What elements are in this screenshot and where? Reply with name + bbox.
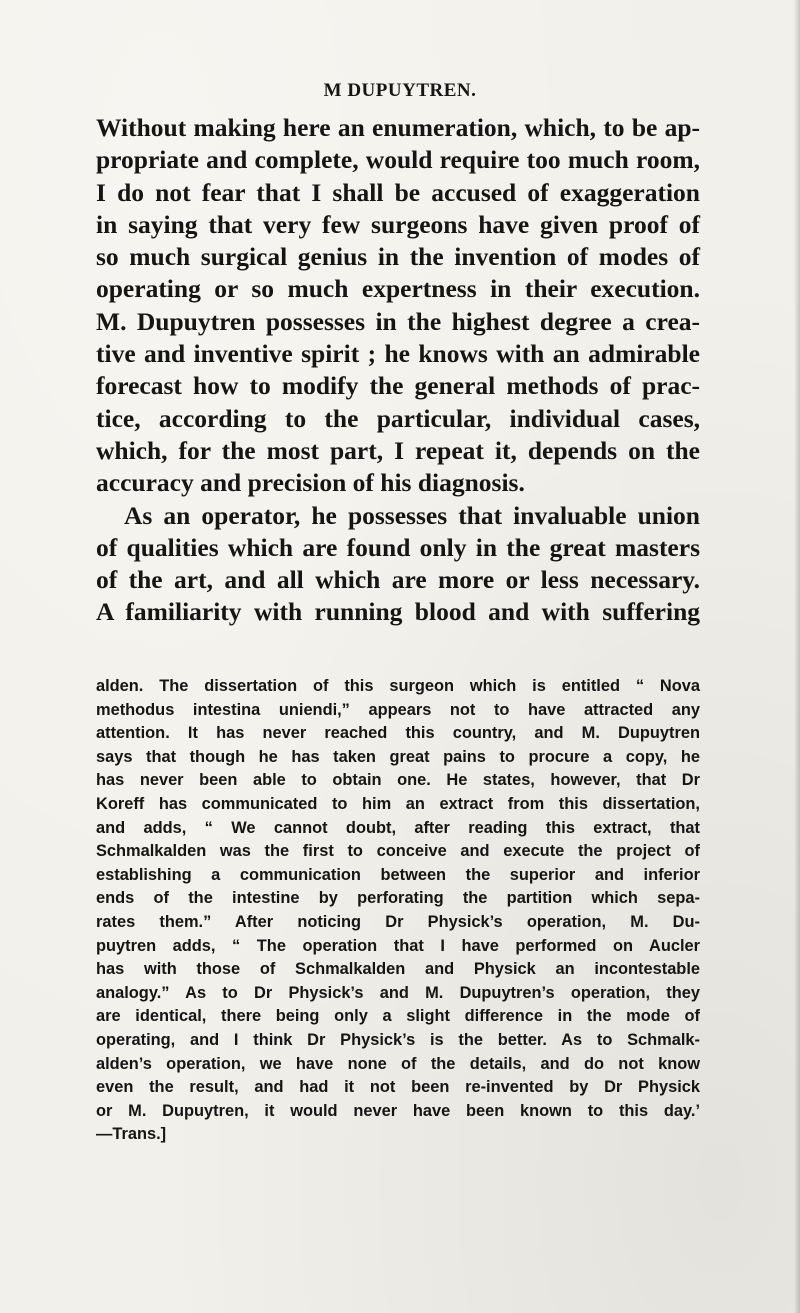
body-line: which, for the most part, I repeat it, depends on the [96,435,700,465]
footnote-line: methodus intestina uniendi,” appears not to have attracted any [96,700,700,719]
footnote-line: analogy.” As to Dr Physick’s and M. Dupuytren’s operation, they [96,983,700,1002]
footnote-line: are identical, there being only a slight difference in the mode of [96,1007,700,1026]
body-line: As an operator, he possesses that invaluable union [124,500,700,530]
footnote-line: operating, and I think Dr Physick’s is the better. As to Schmalk- [96,1030,700,1049]
footnote-line: or M. Dupuytren, it would never have been known to this day.’ [96,1101,700,1120]
body-line: accuracy and precision of his diagnosis. [96,468,525,498]
body-line: of qualities which are found only in the great masters [96,532,700,562]
body-line: A familiarity with running blood and with suffering [96,597,700,627]
body-line: I do not fear that I shall be accused of exaggeration [96,177,700,207]
footnote-line: has never been able to obtain one. He states, however, that Dr [96,771,700,790]
footnote-line: establishing a communication between the superior and inferior [96,865,700,884]
body-line: so much surgical genius in the invention of modes of [96,242,700,272]
footnote-line: Koreff has communicated to him an extract from this dissertation, [96,794,700,813]
footnote-line: puytren adds, “ The operation that I have performed on Aucler [96,936,700,955]
body-line: propriate and complete, would require too much room, [96,145,700,175]
running-head: M DUPUYTREN. [323,80,477,101]
footnote-line: has with those of Schmalkalden and Physick an incontestable [96,960,700,979]
footnote-line: says that though he has taken great pains to procure a copy, he [96,747,700,766]
footnote-line: and adds, “ We cannot doubt, after reading this extract, that [96,818,700,837]
footnote [96,675,700,1147]
main-text [96,112,700,629]
footnote-line: ends of the intestine by perforating the partition which sepa- [96,889,700,908]
body-line: in saying that very few surgeons have given proof of [96,209,700,239]
body-line: forecast how to modify the general methods of prac- [96,371,700,401]
body-line: Without making here an enumeration, which, to be ap- [96,113,700,142]
body-line: tive and inventive spirit ; he knows with an admirable [96,339,700,369]
body-line: M. Dupuytren possesses in the highest degree a crea- [96,306,700,336]
body-line: operating or so much expertness in their execution. [96,274,700,304]
body-line: of the art, and all which are more or less necessary. [96,565,700,595]
footnote-line: even the result, and had it not been re-invented by Dr Physick [96,1078,700,1097]
footnote-line: —Trans.] [96,1125,167,1144]
footnote-line: rates them.” After noticing Dr Physick’s operation, M. Du- [96,912,700,931]
footnote-line: Schmalkalden was the first to conceive and execute the project of [96,842,700,861]
page-edge-shadow [794,0,800,1313]
body-line: tice, according to the particular, individual cases, [96,403,700,433]
footnote-line: attention. It has never reached this country, and M. Dupuytren [96,724,700,743]
footnote-line: alden. The dissertation of this surgeon which is entitled “ Nova [96,677,700,695]
footnote-line: alden’s operation, we have none of the details, and do not know [96,1054,700,1073]
